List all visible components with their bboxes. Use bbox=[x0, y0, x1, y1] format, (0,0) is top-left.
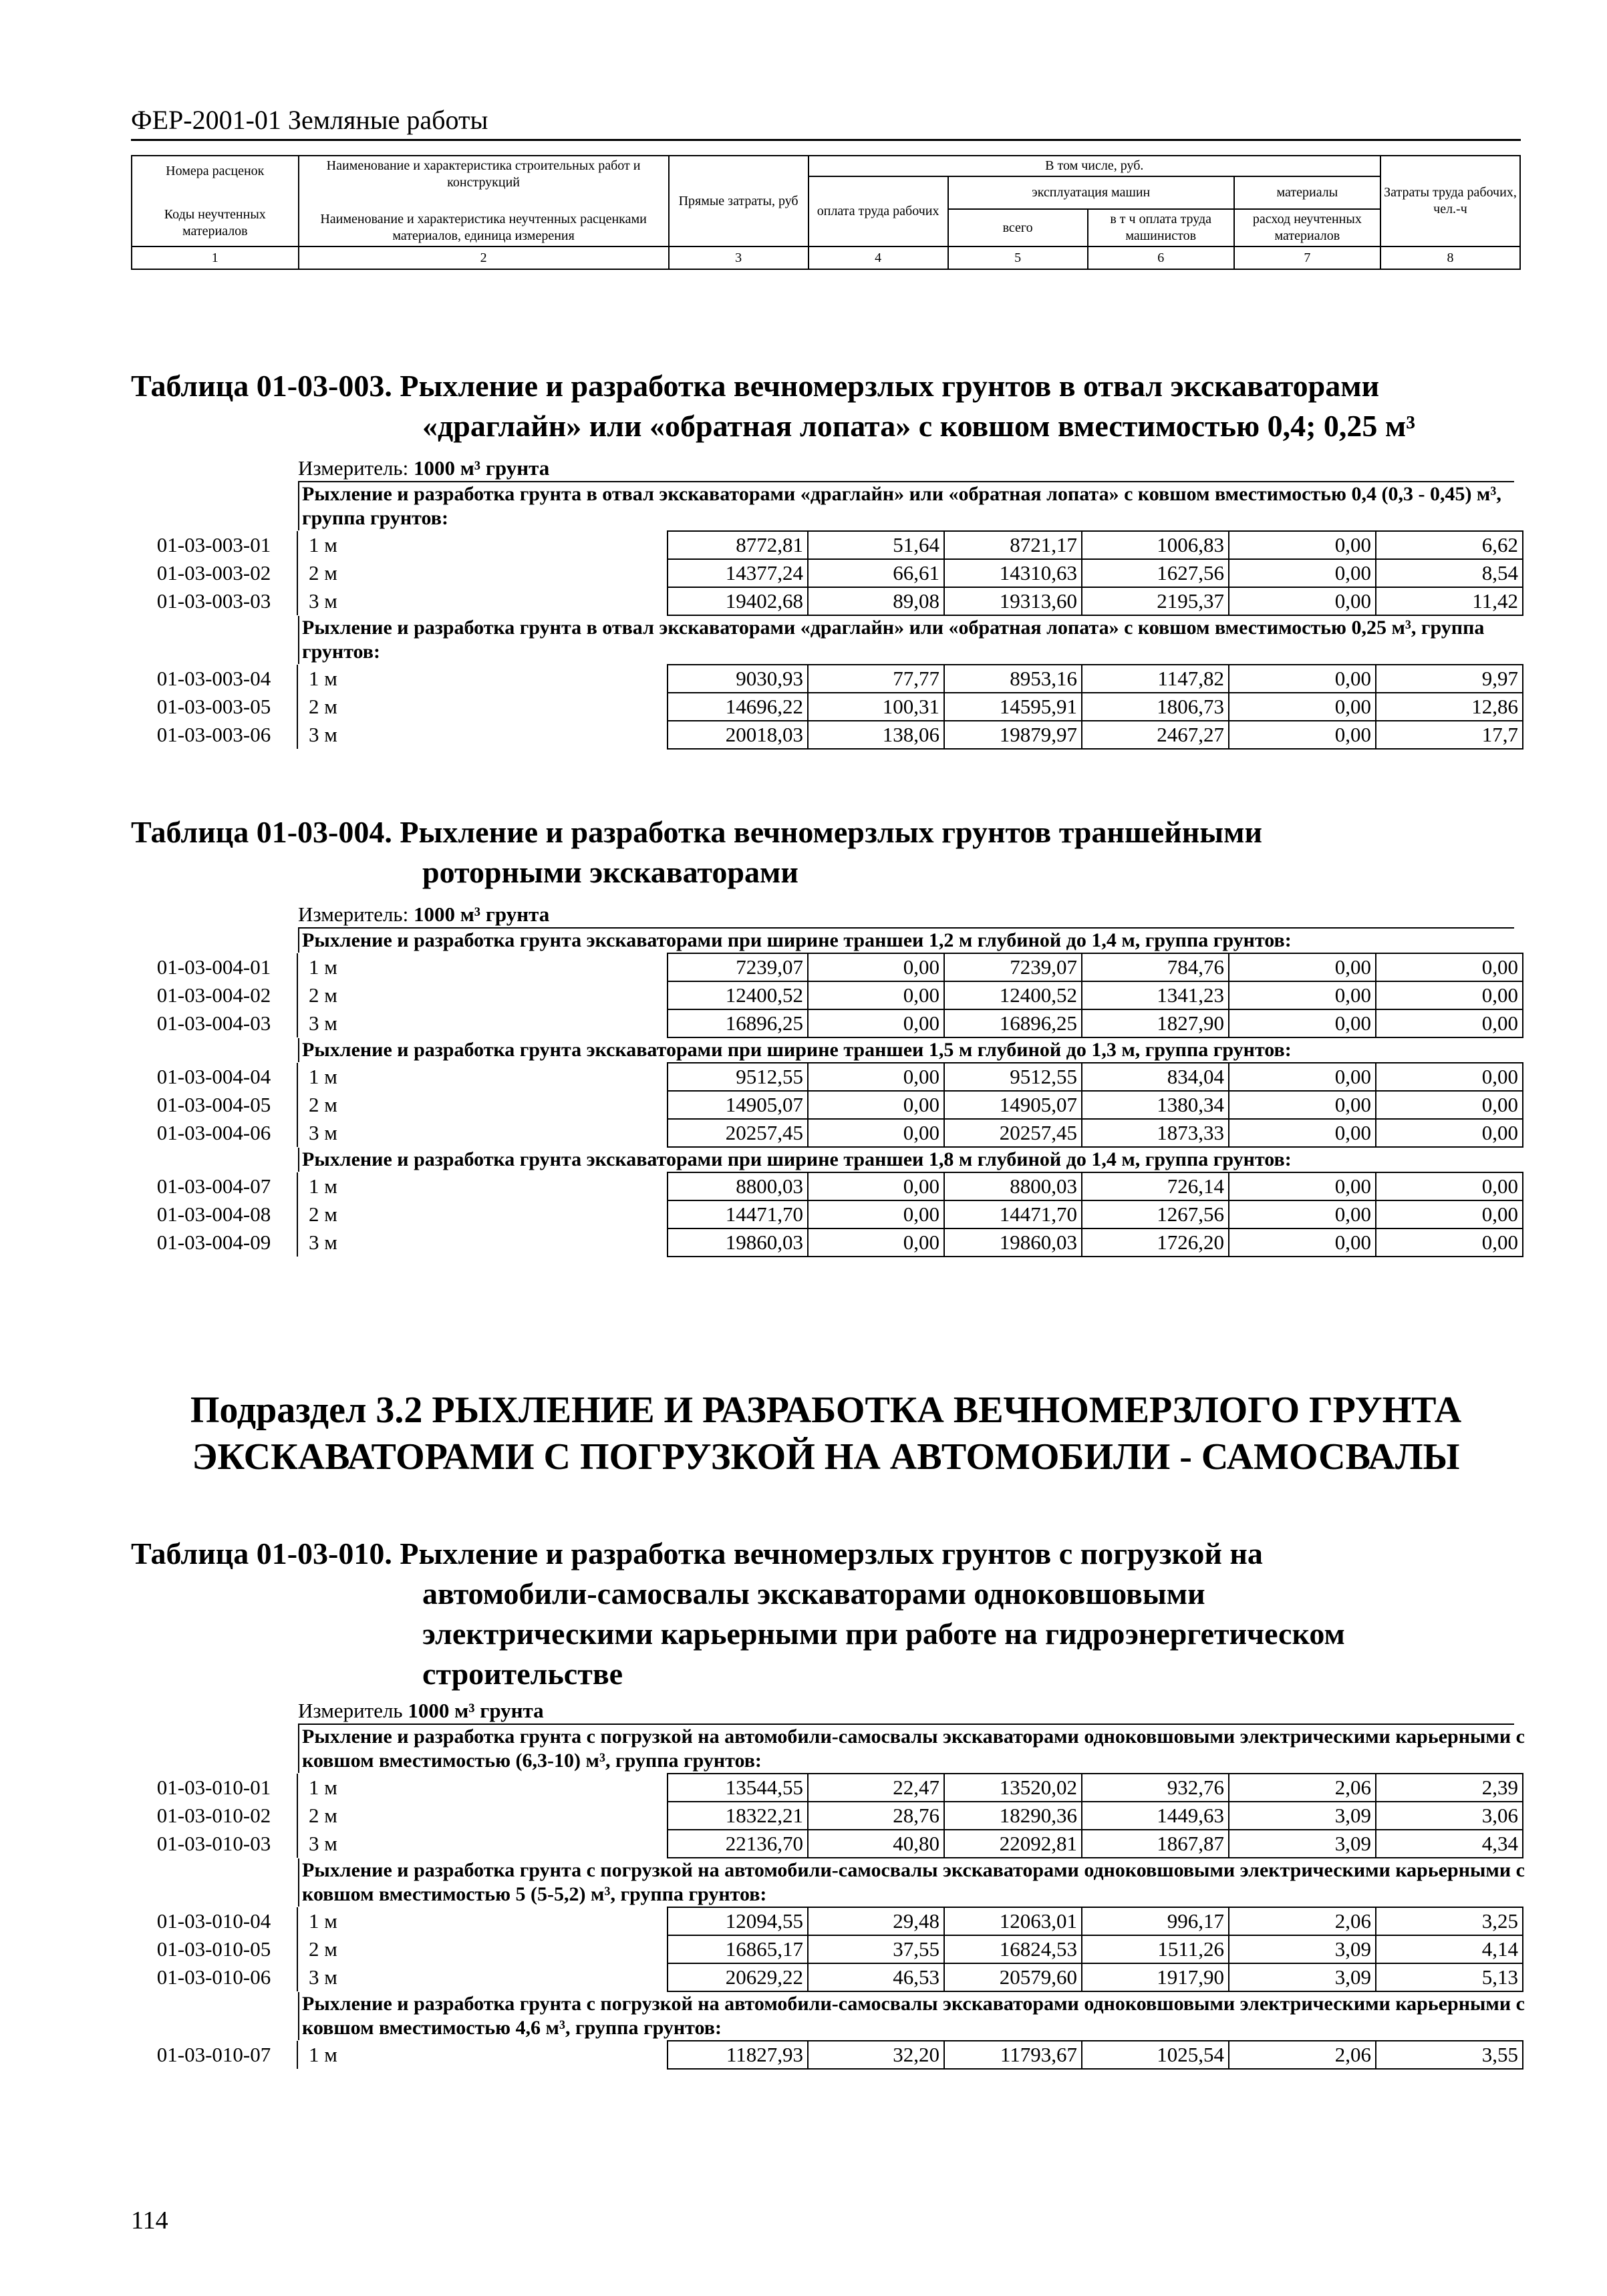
labor: 5,13 bbox=[1376, 1963, 1523, 1991]
table-01-03-004 bbox=[131, 812, 1527, 1257]
machinist-wages: 1147,82 bbox=[1082, 665, 1229, 693]
col-material-name-label: Наименование и характеристика неучтенных расценками материалов, единица измерения bbox=[320, 212, 647, 243]
rate-unit: 2 м bbox=[309, 561, 337, 585]
rate-unit: 3 м bbox=[309, 1121, 337, 1144]
materials: 0,00 bbox=[1229, 559, 1376, 587]
col-mat-cost-header: расход неучтенных материалов bbox=[1234, 209, 1380, 247]
col-name-header bbox=[299, 156, 669, 247]
page-number: 114 bbox=[131, 2206, 168, 2235]
rate-code: 01-03-004-03 bbox=[131, 1009, 297, 1037]
rates-table bbox=[131, 1773, 1523, 1858]
rates-table bbox=[131, 1172, 1523, 1257]
materials: 2,06 bbox=[1229, 1774, 1376, 1802]
wages: 0,00 bbox=[808, 1063, 944, 1091]
rate-code: 01-03-004-08 bbox=[131, 1200, 297, 1228]
direct-cost: 20018,03 bbox=[668, 721, 808, 749]
machinist-wages: 1806,73 bbox=[1082, 693, 1229, 721]
machinist-wages: 1627,56 bbox=[1082, 559, 1229, 587]
machines-total: 7239,07 bbox=[944, 953, 1082, 981]
machinist-wages: 834,04 bbox=[1082, 1063, 1229, 1091]
wages: 51,64 bbox=[808, 531, 944, 559]
rate-unit: 3 м bbox=[309, 1011, 337, 1035]
table-01-03-003 bbox=[131, 366, 1527, 750]
group-title: Рыхление и разработка грунта в отвал экскаваторами «драглайн» или «обратная лопата» с ковшом вместимостью 0,4 (0,3 - 0,45) м³, группа грунтов: bbox=[298, 482, 1525, 530]
rate-code: 01-03-010-04 bbox=[131, 1907, 297, 1935]
machines-total: 14471,70 bbox=[944, 1200, 1082, 1228]
machines-total: 22092,81 bbox=[944, 1830, 1082, 1858]
materials: 0,00 bbox=[1229, 981, 1376, 1009]
machines-total: 9512,55 bbox=[944, 1063, 1082, 1091]
wages: 0,00 bbox=[808, 1228, 944, 1257]
wages: 89,08 bbox=[808, 587, 944, 615]
machinist-wages: 996,17 bbox=[1082, 1907, 1229, 1935]
column-number-row bbox=[132, 247, 1520, 269]
table-title-line1: Таблица 01-03-004. Рыхление и разработка вечномерзлых грунтов траншейными bbox=[131, 815, 1262, 849]
machines-total: 14905,07 bbox=[944, 1091, 1082, 1119]
wages: 77,77 bbox=[808, 665, 944, 693]
direct-cost: 7239,07 bbox=[668, 953, 808, 981]
rate-code: 01-03-004-04 bbox=[131, 1063, 297, 1091]
col-number: 4 bbox=[809, 247, 948, 269]
rates-table bbox=[131, 1062, 1523, 1148]
labor: 4,34 bbox=[1376, 1830, 1523, 1858]
col-machines-header: эксплуатация машин bbox=[948, 176, 1234, 209]
subsection-title: Подраздел 3.2 РЫХЛЕНИЕ И РАЗРАБОТКА ВЕЧНОМЕРЗЛОГО ГРУНТА ЭКСКАВАТОРАМИ С ПОГРУЗКОЙ НА АВТОМОБИЛИ - САМОСВАЛЫ bbox=[190, 1389, 1462, 1478]
labor: 0,00 bbox=[1376, 1091, 1523, 1119]
wages: 0,00 bbox=[808, 1091, 944, 1119]
rate-code: 01-03-010-02 bbox=[131, 1802, 297, 1830]
group-title: Рыхление и разработка грунта экскаваторами при ширине траншеи 1,2 м глубиной до 1,4 м, группа грунтов: bbox=[298, 929, 1525, 953]
table-row bbox=[131, 981, 1523, 1009]
table-title-line1: Таблица 01-03-010. Рыхление и разработка вечномерзлых грунтов с погрузкой на bbox=[131, 1536, 1263, 1571]
machinist-wages: 1006,83 bbox=[1082, 531, 1229, 559]
labor: 3,25 bbox=[1376, 1907, 1523, 1935]
wages: 29,48 bbox=[808, 1907, 944, 1935]
wages: 0,00 bbox=[808, 1172, 944, 1200]
machines-total: 8800,03 bbox=[944, 1172, 1082, 1200]
rate-code: 01-03-003-04 bbox=[131, 665, 297, 693]
direct-cost: 16896,25 bbox=[668, 1009, 808, 1037]
materials: 3,09 bbox=[1229, 1935, 1376, 1963]
materials: 3,09 bbox=[1229, 1802, 1376, 1830]
machinist-wages: 1449,63 bbox=[1082, 1802, 1229, 1830]
machinist-wages: 932,76 bbox=[1082, 1774, 1229, 1802]
labor: 0,00 bbox=[1376, 1119, 1523, 1147]
rate-unit: 3 м bbox=[309, 1231, 337, 1254]
machinist-wages: 1873,33 bbox=[1082, 1119, 1229, 1147]
labor: 17,7 bbox=[1376, 721, 1523, 749]
labor: 11,42 bbox=[1376, 587, 1523, 615]
machines-total: 12400,52 bbox=[944, 981, 1082, 1009]
rate-code: 01-03-010-05 bbox=[131, 1935, 297, 1963]
labor: 0,00 bbox=[1376, 1200, 1523, 1228]
machinist-wages: 1917,90 bbox=[1082, 1963, 1229, 1991]
direct-cost: 12400,52 bbox=[668, 981, 808, 1009]
machinist-wages: 1511,26 bbox=[1082, 1935, 1229, 1963]
col-number: 5 bbox=[948, 247, 1088, 269]
page-header: ФЕР-2001-01 Земляные работы bbox=[131, 104, 1521, 141]
direct-cost: 14905,07 bbox=[668, 1091, 808, 1119]
materials: 0,00 bbox=[1229, 587, 1376, 615]
labor: 0,00 bbox=[1376, 1009, 1523, 1037]
materials: 2,06 bbox=[1229, 2041, 1376, 2069]
labor: 9,97 bbox=[1376, 665, 1523, 693]
wages: 0,00 bbox=[808, 1119, 944, 1147]
direct-cost: 8800,03 bbox=[668, 1172, 808, 1200]
table-row bbox=[131, 1063, 1523, 1091]
table-row bbox=[131, 953, 1523, 981]
rate-unit: 2 м bbox=[309, 1093, 337, 1116]
rate-unit: 3 м bbox=[309, 1832, 337, 1855]
col-code-header bbox=[132, 156, 299, 247]
machinist-wages: 726,14 bbox=[1082, 1172, 1229, 1200]
table-title bbox=[131, 1534, 1527, 1694]
materials: 0,00 bbox=[1229, 1091, 1376, 1119]
rate-code: 01-03-004-05 bbox=[131, 1091, 297, 1119]
labor: 0,00 bbox=[1376, 1228, 1523, 1257]
machinist-wages: 784,76 bbox=[1082, 953, 1229, 981]
direct-cost: 8772,81 bbox=[668, 531, 808, 559]
rate-code: 01-03-004-07 bbox=[131, 1172, 297, 1200]
table-row bbox=[131, 1935, 1523, 1963]
direct-cost: 22136,70 bbox=[668, 1830, 808, 1858]
table-row bbox=[131, 1119, 1523, 1147]
direct-cost: 19402,68 bbox=[668, 587, 808, 615]
col-labor-header: Затраты труда рабочих, чел.-ч bbox=[1380, 156, 1520, 247]
rate-code: 01-03-003-02 bbox=[131, 559, 297, 587]
wages: 0,00 bbox=[808, 953, 944, 981]
rate-unit: 1 м bbox=[309, 533, 337, 556]
machines-total: 11793,67 bbox=[944, 2041, 1082, 2069]
measure-value: 1000 м³ грунта bbox=[408, 1699, 544, 1722]
direct-cost: 9512,55 bbox=[668, 1063, 808, 1091]
wages: 32,20 bbox=[808, 2041, 944, 2069]
col-material-code-label: Коды неучтенных материалов bbox=[164, 206, 266, 238]
table-row bbox=[131, 665, 1523, 693]
materials: 0,00 bbox=[1229, 1200, 1376, 1228]
machinist-wages: 1025,54 bbox=[1082, 2041, 1229, 2069]
table-01-03-010 bbox=[131, 1534, 1527, 2070]
materials: 0,00 bbox=[1229, 1228, 1376, 1257]
machinist-wages: 1341,23 bbox=[1082, 981, 1229, 1009]
machines-total: 12063,01 bbox=[944, 1907, 1082, 1935]
rate-unit: 2 м bbox=[309, 983, 337, 1007]
rate-code: 01-03-010-03 bbox=[131, 1830, 297, 1858]
rate-code: 01-03-003-03 bbox=[131, 587, 297, 615]
labor: 0,00 bbox=[1376, 981, 1523, 1009]
materials: 2,06 bbox=[1229, 1907, 1376, 1935]
rate-unit: 2 м bbox=[309, 1937, 337, 1961]
table-row bbox=[131, 559, 1523, 587]
labor: 8,54 bbox=[1376, 559, 1523, 587]
machines-total: 19879,97 bbox=[944, 721, 1082, 749]
machinist-wages: 1867,87 bbox=[1082, 1830, 1229, 1858]
direct-cost: 20629,22 bbox=[668, 1963, 808, 1991]
rate-unit: 3 м bbox=[309, 1965, 337, 1989]
rate-unit: 1 м bbox=[309, 1776, 337, 1799]
labor: 3,55 bbox=[1376, 2041, 1523, 2069]
rate-code: 01-03-010-01 bbox=[131, 1774, 297, 1802]
column-header-table bbox=[131, 155, 1521, 270]
table-row bbox=[131, 1907, 1523, 1935]
table-row bbox=[131, 1802, 1523, 1830]
machinist-wages: 1267,56 bbox=[1082, 1200, 1229, 1228]
machines-total: 16896,25 bbox=[944, 1009, 1082, 1037]
rate-code: 01-03-004-09 bbox=[131, 1228, 297, 1257]
group-title: Рыхление и разработка грунта экскаваторами при ширине траншеи 1,5 м глубиной до 1,3 м, группа грунтов: bbox=[298, 1038, 1525, 1062]
machines-total: 8953,16 bbox=[944, 665, 1082, 693]
materials: 0,00 bbox=[1229, 693, 1376, 721]
measure-unit bbox=[298, 1698, 1514, 1725]
col-number: 1 bbox=[132, 247, 299, 269]
wages: 0,00 bbox=[808, 1200, 944, 1228]
rate-code: 01-03-010-07 bbox=[131, 2041, 297, 2069]
table-title bbox=[131, 366, 1527, 446]
labor: 12,86 bbox=[1376, 693, 1523, 721]
machinist-wages: 1726,20 bbox=[1082, 1228, 1229, 1257]
col-code-label: Номера расценок bbox=[166, 163, 265, 178]
table-row bbox=[131, 1228, 1523, 1257]
rate-unit: 3 м bbox=[309, 723, 337, 746]
table-row bbox=[131, 721, 1523, 749]
table-title-line2: роторными экскаваторами bbox=[422, 855, 798, 889]
measure-label: Измеритель bbox=[298, 1699, 403, 1722]
wages: 28,76 bbox=[808, 1802, 944, 1830]
labor: 3,06 bbox=[1376, 1802, 1523, 1830]
machinist-wages: 1827,90 bbox=[1082, 1009, 1229, 1037]
direct-cost: 9030,93 bbox=[668, 665, 808, 693]
direct-cost: 14471,70 bbox=[668, 1200, 808, 1228]
table-row bbox=[131, 1009, 1523, 1037]
wages: 46,53 bbox=[808, 1963, 944, 1991]
machines-total: 16824,53 bbox=[944, 1935, 1082, 1963]
wages: 22,47 bbox=[808, 1774, 944, 1802]
table-row bbox=[131, 1830, 1523, 1858]
group-title: Рыхление и разработка грунта в отвал экскаваторами «драглайн» или «обратная лопата» с ковшом вместимостью 0,25 м³, группа грунтов: bbox=[298, 616, 1525, 664]
table-title-line1: Таблица 01-03-003. Рыхление и разработка вечномерзлых грунтов в отвал экскаваторами bbox=[131, 369, 1380, 403]
rate-code: 01-03-003-06 bbox=[131, 721, 297, 749]
wages: 138,06 bbox=[808, 721, 944, 749]
materials: 3,09 bbox=[1229, 1830, 1376, 1858]
rates-table bbox=[131, 1907, 1523, 1992]
group-title: Рыхление и разработка грунта с погрузкой на автомобили-самосвалы экскаваторами одноковшовыми электрическими карьерными с ковшом вместимостью 4,6 м³, группа грунтов: bbox=[298, 1992, 1525, 2040]
materials: 0,00 bbox=[1229, 721, 1376, 749]
table-row bbox=[131, 587, 1523, 615]
machinist-wages: 2195,37 bbox=[1082, 587, 1229, 615]
materials: 0,00 bbox=[1229, 531, 1376, 559]
measure-unit bbox=[298, 456, 1514, 482]
machines-total: 19860,03 bbox=[944, 1228, 1082, 1257]
table-title-line2: автомобили-самосвалы экскаваторами одноковшовыми электрическими карьерными при работе на гидроэнергетическом строительстве bbox=[422, 1577, 1345, 1691]
direct-cost: 13544,55 bbox=[668, 1774, 808, 1802]
table-row bbox=[131, 1200, 1523, 1228]
col-name-label: Наименование и характеристика строительных работ и конструкций bbox=[326, 158, 641, 190]
direct-cost: 11827,93 bbox=[668, 2041, 808, 2069]
measure-value: 1000 м³ грунта bbox=[413, 903, 550, 926]
table-row bbox=[131, 1774, 1523, 1802]
col-mach-wages-header: в т ч оплата труда машинистов bbox=[1088, 209, 1234, 247]
rate-unit: 2 м bbox=[309, 1202, 337, 1226]
wages: 0,00 bbox=[808, 1009, 944, 1037]
rate-code: 01-03-004-06 bbox=[131, 1119, 297, 1147]
machines-total: 19313,60 bbox=[944, 587, 1082, 615]
materials: 3,09 bbox=[1229, 1963, 1376, 1991]
table-row bbox=[131, 2041, 1523, 2069]
machines-total: 20579,60 bbox=[944, 1963, 1082, 1991]
machines-total: 20257,45 bbox=[944, 1119, 1082, 1147]
wages: 37,55 bbox=[808, 1935, 944, 1963]
labor: 4,14 bbox=[1376, 1935, 1523, 1963]
col-number: 6 bbox=[1088, 247, 1234, 269]
col-direct-cost-header: Прямые затраты, руб bbox=[669, 156, 809, 247]
rate-code: 01-03-003-01 bbox=[131, 531, 297, 559]
rate-unit: 3 м bbox=[309, 589, 337, 613]
col-wages-header: оплата труда рабочих bbox=[809, 176, 948, 247]
rate-unit: 1 м bbox=[309, 1909, 337, 1933]
machines-total: 8721,17 bbox=[944, 531, 1082, 559]
direct-cost: 16865,17 bbox=[668, 1935, 808, 1963]
wages: 40,80 bbox=[808, 1830, 944, 1858]
rates-table bbox=[131, 953, 1523, 1038]
rate-code: 01-03-003-05 bbox=[131, 693, 297, 721]
rate-unit: 2 м bbox=[309, 695, 337, 718]
table-row bbox=[131, 1963, 1523, 1991]
group-title: Рыхление и разработка грунта с погрузкой на автомобили-самосвалы экскаваторами одноковшовыми электрическими карьерными с ковшом вместимостью 5 (5-5,2) м³, группа грунтов: bbox=[298, 1858, 1525, 1907]
measure-label: Измеритель: bbox=[298, 903, 409, 926]
rate-unit: 1 м bbox=[309, 2043, 337, 2066]
machines-total: 14310,63 bbox=[944, 559, 1082, 587]
materials: 0,00 bbox=[1229, 1172, 1376, 1200]
labor: 2,39 bbox=[1376, 1774, 1523, 1802]
col-number: 8 bbox=[1380, 247, 1520, 269]
wages: 66,61 bbox=[808, 559, 944, 587]
direct-cost: 18322,21 bbox=[668, 1802, 808, 1830]
rates-table bbox=[131, 530, 1523, 616]
materials: 0,00 bbox=[1229, 1009, 1376, 1037]
table-row bbox=[131, 693, 1523, 721]
rate-unit: 1 м bbox=[309, 1174, 337, 1198]
direct-cost: 19860,03 bbox=[668, 1228, 808, 1257]
wages: 0,00 bbox=[808, 981, 944, 1009]
machines-total: 13520,02 bbox=[944, 1774, 1082, 1802]
labor: 6,62 bbox=[1376, 531, 1523, 559]
machinist-wages: 2467,27 bbox=[1082, 721, 1229, 749]
rate-unit: 2 м bbox=[309, 1804, 337, 1827]
table-title bbox=[131, 812, 1527, 892]
group-title: Рыхление и разработка грунта экскаваторами при ширине траншеи 1,8 м глубиной до 1,4 м, группа грунтов: bbox=[298, 1148, 1525, 1172]
col-materials-header: материалы bbox=[1234, 176, 1380, 209]
group-title: Рыхление и разработка грунта с погрузкой на автомобили-самосвалы экскаваторами одноковшовыми электрическими карьерными с ковшом вместимостью (6,3-10) м³, группа грунтов: bbox=[298, 1725, 1525, 1773]
measure-label: Измеритель: bbox=[298, 456, 409, 480]
table-row bbox=[131, 1172, 1523, 1200]
rate-code: 01-03-004-01 bbox=[131, 953, 297, 981]
labor: 0,00 bbox=[1376, 1063, 1523, 1091]
rate-code: 01-03-004-02 bbox=[131, 981, 297, 1009]
machines-total: 18290,36 bbox=[944, 1802, 1082, 1830]
materials: 0,00 bbox=[1229, 1119, 1376, 1147]
direct-cost: 20257,45 bbox=[668, 1119, 808, 1147]
rates-table bbox=[131, 2040, 1523, 2070]
direct-cost: 14696,22 bbox=[668, 693, 808, 721]
direct-cost: 12094,55 bbox=[668, 1907, 808, 1935]
table-title-line2: «драглайн» или «обратная лопата» с ковшом вместимостью 0,4; 0,25 м³ bbox=[422, 409, 1416, 443]
col-number: 3 bbox=[669, 247, 809, 269]
rate-unit: 1 м bbox=[309, 955, 337, 979]
materials: 0,00 bbox=[1229, 953, 1376, 981]
rates-table bbox=[131, 664, 1523, 750]
machinist-wages: 1380,34 bbox=[1082, 1091, 1229, 1119]
labor: 0,00 bbox=[1376, 953, 1523, 981]
table-row bbox=[131, 531, 1523, 559]
rate-unit: 1 м bbox=[309, 667, 337, 690]
rate-unit: 1 м bbox=[309, 1065, 337, 1088]
measure-unit bbox=[298, 902, 1514, 929]
table-row bbox=[131, 1091, 1523, 1119]
wages: 100,31 bbox=[808, 693, 944, 721]
direct-cost: 14377,24 bbox=[668, 559, 808, 587]
col-number: 7 bbox=[1234, 247, 1380, 269]
col-number: 2 bbox=[299, 247, 669, 269]
measure-value: 1000 м³ грунта bbox=[413, 456, 550, 480]
rate-code: 01-03-010-06 bbox=[131, 1963, 297, 1991]
col-incl-header: В том числе, руб. bbox=[809, 156, 1380, 176]
machines-total: 14595,91 bbox=[944, 693, 1082, 721]
materials: 0,00 bbox=[1229, 1063, 1376, 1091]
col-total-header: всего bbox=[948, 209, 1088, 247]
labor: 0,00 bbox=[1376, 1172, 1523, 1200]
materials: 0,00 bbox=[1229, 665, 1376, 693]
